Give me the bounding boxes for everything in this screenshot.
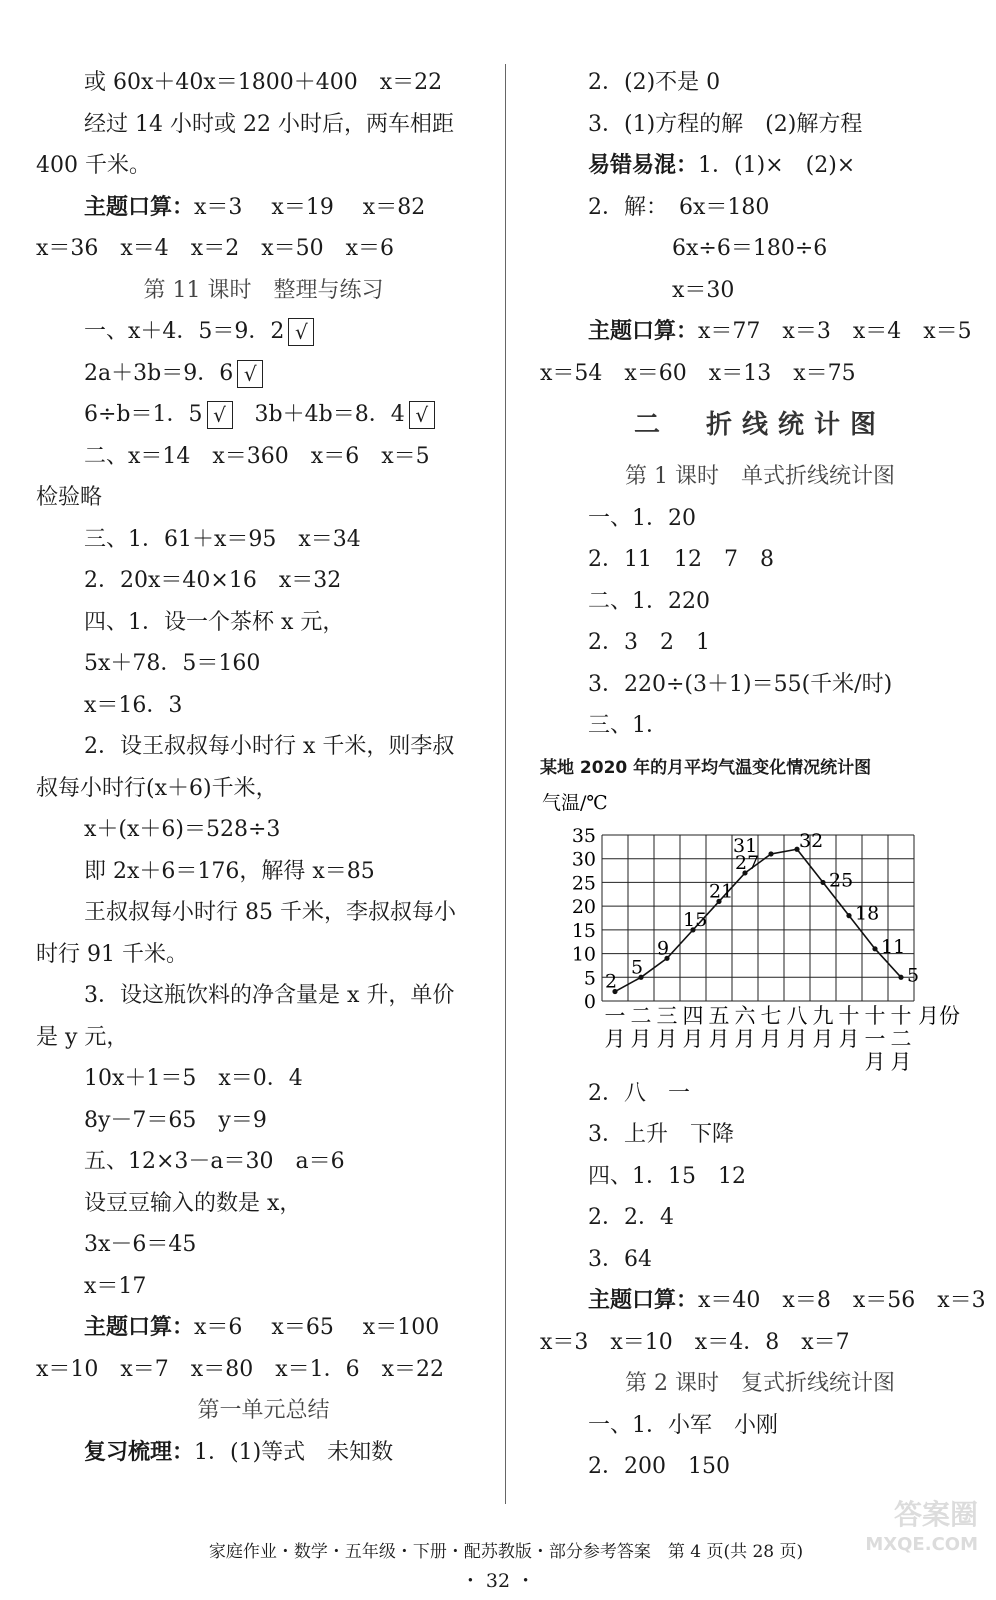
answer-line: 2．设王叔叔每小时行 x 千米，则李叔 — [84, 734, 455, 759]
x-tick-label: 月 — [656, 1026, 678, 1051]
x-tick-label: 月 — [864, 1049, 886, 1073]
x-tick-label: 月 — [812, 1026, 834, 1051]
data-label: 18 — [855, 902, 880, 925]
answer-line: 是 y 元， — [36, 1024, 129, 1050]
x-tick-label: 月 — [838, 1026, 860, 1051]
check-box: √ — [409, 401, 435, 429]
answer-line: 10x＋1＝5 x＝0．4 — [84, 1066, 303, 1091]
page-number: ・ 32 ・ — [460, 1570, 536, 1592]
mental-math-answers: x＝3 x＝19 x＝82 — [194, 194, 426, 220]
data-label: 2 — [605, 970, 618, 993]
x-tick-label: 月 — [786, 1026, 808, 1051]
answer-line: 3．220÷(3＋1)＝55(千米/时) — [588, 671, 893, 697]
answer-line: 2．八 一 — [588, 1080, 690, 1106]
answer-line: 二、1．220 — [588, 588, 710, 614]
column-divider — [505, 64, 506, 1504]
equation: 3b＋4b＝8．4 — [254, 402, 405, 427]
x-tick-label: 月 — [682, 1026, 704, 1051]
answer-line: 2．2．4 — [588, 1205, 674, 1230]
y-tick-label: 35 — [571, 824, 596, 847]
answer-line: x＝10 x＝7 x＝80 x＝1．6 x＝22 — [36, 1356, 445, 1382]
answer-line: 8y－7＝65 y＝9 — [84, 1107, 267, 1133]
y-tick-label: 5 — [583, 966, 596, 989]
data-label: 25 — [829, 868, 854, 891]
data-point — [872, 946, 877, 951]
x-tick-label: 七 — [760, 1003, 782, 1028]
x-tick-label: 月 — [890, 1049, 912, 1073]
answer-line: 五、12×3－a＝30 a＝6 — [84, 1149, 345, 1174]
data-label: 5 — [631, 955, 644, 978]
x-tick-label: 月 — [734, 1026, 756, 1051]
x-tick-label: 二 — [890, 1026, 912, 1051]
answer-line: 2．20x＝40×16 x＝32 — [84, 568, 342, 593]
x-tick-label: 四 — [682, 1003, 704, 1028]
watermark — [865, 1500, 978, 1560]
x-tick-label: 一 — [604, 1003, 626, 1028]
answer-line: 2．解： 6x＝180 — [588, 194, 770, 220]
mental-math-label: 主题口算： — [84, 193, 195, 220]
answer-line: x＝36 x＝4 x＝2 x＝50 x＝6 — [36, 236, 395, 261]
mental-math-line — [36, 1307, 491, 1349]
data-label: 21 — [709, 879, 734, 902]
x-tick-label: 三 — [656, 1003, 678, 1028]
data-label: 31 — [733, 834, 758, 857]
answer-line: 3．上升 下降 — [588, 1122, 734, 1147]
answer-line: 2．(2)不是 0 — [588, 70, 721, 95]
y-tick-label: 20 — [571, 895, 596, 918]
x-axis-label: 月份 — [918, 1003, 960, 1028]
answer-line: 三、1．61＋x＝95 x＝34 — [84, 526, 361, 552]
mental-math-answers: x＝40 x＝8 x＝56 x＝3 — [698, 1288, 986, 1313]
answer-line: 叔每小时行(x＋6)千米， — [36, 775, 278, 801]
answer-line: 王叔叔每小时行 85 千米，李叔叔每小 — [84, 900, 456, 925]
mental-math-line — [540, 1280, 986, 1322]
x-tick-label: 九 — [812, 1003, 834, 1028]
data-label: 27 — [735, 851, 760, 874]
equation: 一、x＋4．5＝9．2 — [84, 319, 285, 344]
review-answers: 1．(1)等式 未知数 — [194, 1439, 394, 1465]
answer-line: 设豆豆输入的数是 x， — [84, 1190, 302, 1216]
answer-line — [36, 353, 491, 395]
answer-line — [36, 311, 491, 353]
answer-line: 5x＋78．5＝160 — [84, 651, 261, 676]
x-tick-label: 八 — [786, 1003, 808, 1028]
y-axis-label: 气温/℃ — [542, 791, 608, 814]
y-tick-label: 0 — [583, 990, 596, 1013]
lesson-heading: 第 2 课时 复式折线统计图 — [625, 1371, 895, 1396]
y-tick-label: 10 — [571, 943, 596, 966]
check-box: √ — [237, 360, 263, 388]
y-tick-label: 15 — [571, 919, 596, 942]
answer-line: 3．(1)方程的解 (2)解方程 — [588, 111, 863, 137]
x-tick-label: 月 — [760, 1026, 782, 1051]
answer-line: 2．200 150 — [588, 1454, 730, 1479]
mental-math-line — [540, 311, 980, 353]
page-footer: 家庭作业・数学・五年级・下册・配苏教版・部分参考答案 第 4 页(共 28 页) — [208, 1542, 804, 1562]
answer-line: 400 千米。 — [36, 153, 151, 178]
review-label: 复习梳理： — [84, 1438, 195, 1465]
data-point — [846, 913, 851, 918]
mental-math-answers: x＝6 x＝65 x＝100 — [194, 1315, 440, 1340]
data-label: 15 — [683, 908, 708, 931]
answer-line: 或 60x＋40x＝1800＋400 x＝22 — [84, 70, 443, 95]
answer-line: 二、x＝14 x＝360 x＝6 x＝5 — [84, 443, 430, 469]
lesson-heading: 第 11 课时 整理与练习 — [143, 277, 384, 303]
data-label: 32 — [799, 829, 824, 852]
data-label: 9 — [657, 936, 670, 959]
mental-math-label: 主题口算： — [84, 1314, 195, 1340]
mental-math-label: 主题口算： — [588, 1287, 699, 1313]
x-tick-label: 二 — [630, 1003, 652, 1028]
answer-line: x＋(x＋6)＝528÷3 — [84, 817, 281, 842]
y-tick-label: 25 — [571, 871, 596, 894]
chart-title: 某地 2020 年的月平均气温变化情况统计图 — [540, 757, 872, 778]
answer-line: 3x－6＝45 — [84, 1232, 197, 1257]
x-tick-label: 十 — [838, 1003, 860, 1028]
answer-line: 2．3 2 1 — [588, 630, 710, 655]
x-tick-label: 六 — [734, 1003, 756, 1028]
watermark-logo-text: 答案圈 — [893, 1498, 978, 1531]
lesson-heading: 第 1 课时 单式折线统计图 — [625, 464, 895, 489]
answer-line: x＝30 — [672, 277, 735, 303]
x-tick-label: 五 — [708, 1003, 730, 1028]
check-box: √ — [207, 401, 233, 429]
answer-line: 三、1． — [588, 713, 668, 738]
mental-math-label: 主题口算： — [588, 318, 699, 344]
answer-line: x＝3 x＝10 x＝4．8 x＝7 — [540, 1329, 850, 1355]
answer-line: 3．设这瓶饮料的净含量是 x 升，单价 — [84, 983, 455, 1008]
equation: 2a＋3b＝9．6 — [84, 360, 234, 386]
equation: 6÷b＝1．5 — [84, 402, 203, 427]
error-prone-label: 易错易混： — [588, 152, 699, 178]
mental-math-line — [36, 187, 491, 229]
answer-line: 6x÷6＝180÷6 — [672, 236, 828, 261]
temperature-line-chart — [540, 783, 980, 1073]
answer-line: x＝17 — [84, 1273, 147, 1299]
chapter-heading: 二 折线统计图 — [633, 410, 886, 440]
x-tick-label: 十 — [864, 1003, 886, 1028]
answer-line: 四、1．15 12 — [588, 1163, 746, 1189]
x-tick-label: 月 — [604, 1026, 626, 1051]
data-label: 5 — [907, 963, 920, 986]
review-line — [36, 1432, 491, 1474]
answer-line: 检验略 — [36, 485, 103, 510]
left-column — [36, 62, 491, 1473]
error-prone-answers: 1．(1)× (2)× — [698, 153, 856, 178]
answer-line: x＝16．3 — [84, 692, 183, 718]
x-tick-label: 一 — [864, 1026, 886, 1051]
answer-line: 四、1．设一个茶杯 x 元， — [84, 609, 345, 635]
check-box: √ — [288, 318, 314, 346]
right-column — [540, 62, 986, 1488]
data-label: 11 — [881, 935, 906, 958]
x-tick-label: 十 — [890, 1003, 912, 1028]
answer-line: 一、1．20 — [588, 505, 696, 531]
error-prone-line — [540, 145, 980, 187]
data-point — [820, 879, 825, 884]
answer-line: 经过 14 小时或 22 小时后，两车相距 — [84, 111, 454, 137]
mental-math-answers: x＝77 x＝3 x＝4 x＝5 — [698, 319, 972, 344]
data-point — [898, 974, 903, 979]
answer-line — [36, 394, 491, 436]
answer-line: 时行 91 千米。 — [36, 941, 188, 967]
data-point — [768, 851, 773, 856]
answer-line: x＝54 x＝60 x＝13 x＝75 — [540, 360, 856, 386]
answer-line: 一、1．小军 小刚 — [588, 1412, 778, 1438]
answer-line: 3．64 — [588, 1246, 652, 1272]
answer-line: 即 2x＋6＝176，解得 x＝85 — [84, 858, 375, 884]
answer-line: 2．11 12 7 8 — [588, 547, 774, 572]
unit-summary-heading: 第一单元总结 — [197, 1398, 330, 1423]
y-tick-label: 30 — [571, 848, 596, 871]
x-tick-label: 月 — [708, 1026, 730, 1051]
watermark-url: MXQE.COM — [865, 1534, 978, 1555]
x-tick-label: 月 — [630, 1026, 652, 1051]
